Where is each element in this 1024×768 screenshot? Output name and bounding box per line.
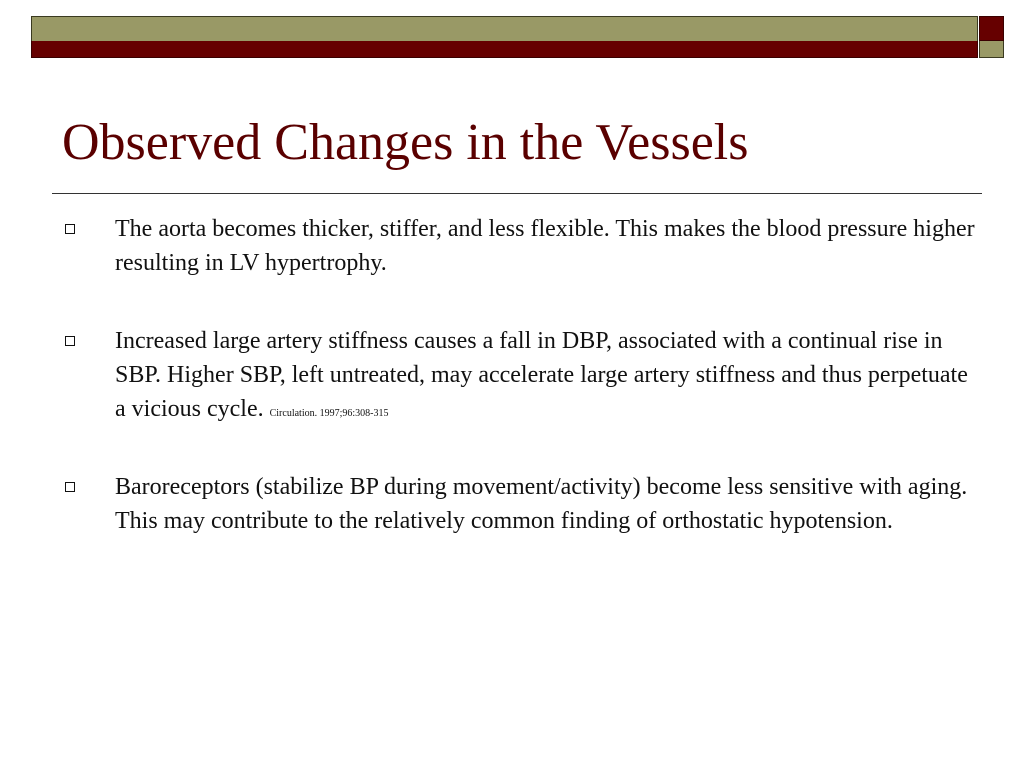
hollow-square-bullet-icon: [65, 336, 75, 346]
hollow-square-bullet-icon: [65, 224, 75, 234]
slide-title: Observed Changes in the Vessels: [62, 114, 749, 171]
header-corner-square-olive: [979, 41, 1004, 58]
hollow-square-bullet-icon: [65, 482, 75, 492]
header-bar-olive: [31, 16, 978, 41]
bullet-text: Baroreceptors (stabilize BP during movement/activity) become less sensitive with aging. This may contribute to the relatively common finding of orthostatic hypotension.: [115, 474, 968, 534]
title-underline: [52, 193, 982, 194]
header-bar-maroon: [31, 41, 978, 58]
bullet-item: [115, 470, 975, 538]
bullet-text: Increased large artery stiffness causes a fall in DBP, associated with a continual rise in SBP. Higher SBP, left untreated, may accelerate large artery stiffness and thus perpetuate a vicious cycle.: [115, 328, 968, 422]
bullet-item: [115, 212, 975, 280]
bullet-item: [115, 324, 975, 426]
header-corner-square-maroon: [979, 16, 1004, 41]
citation: Circulation. 1997;96:308-315: [269, 408, 389, 419]
bullet-text: The aorta becomes thicker, stiffer, and less flexible. This makes the blood pressure higher resulting in LV hypertrophy.: [115, 216, 975, 276]
